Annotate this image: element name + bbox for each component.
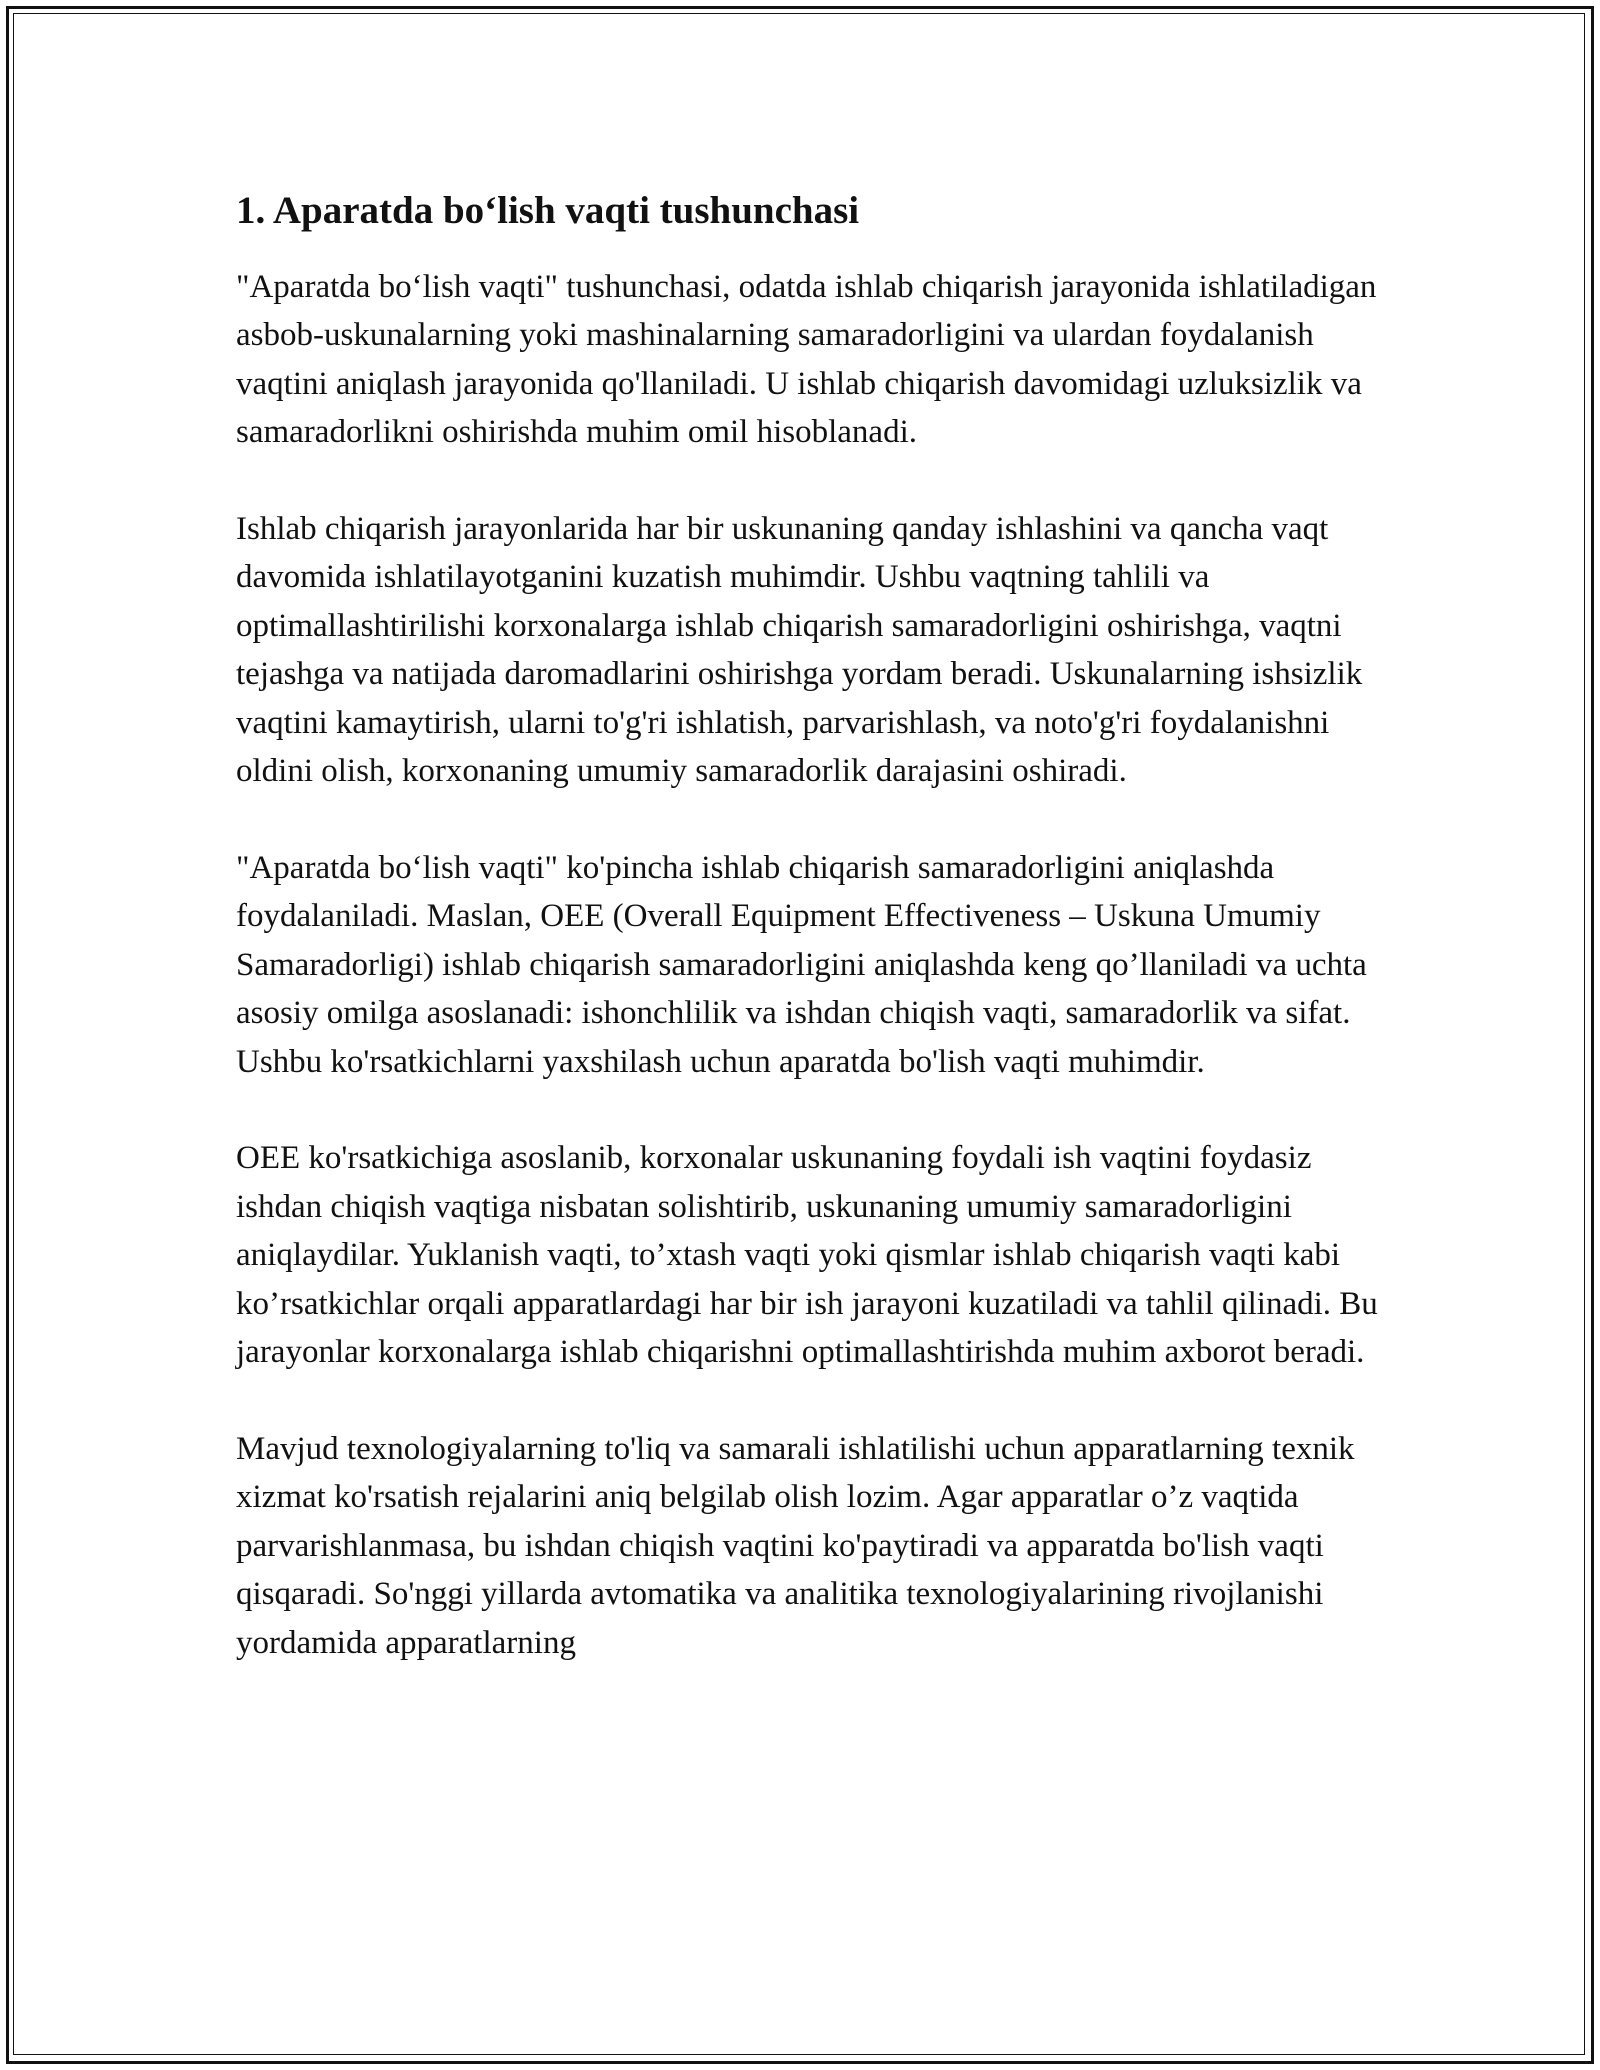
- paragraph-4: OEE ko'rsatkichiga asoslanib, korxonalar uskunaning foydali ish vaqtini foydasiz ishdan chiqish vaqtiga nisbatan solishtirib, uskunaning umumiy samaradorligini aniqlaydilar. Yuklanish vaqti, to’xtash vaqti yoki qismlar ishlab chiqarish vaqti kabi ko’rsatkichlar orqali apparatlardagi har bir ish jarayoni kuzatiladi va tahlil qilinadi. Bu jarayonlar korxonalarga ishlab chiqarishni optimallashtirishda muhim axborot beradi.: [236, 1140, 1378, 1371]
- section-heading: 1. Aparatda bo‘lish vaqti tushunchasi: [236, 189, 860, 232]
- paragraph-2: Ishlab chiqarish jarayonlarida har bir uskunaning qanday ishlashini va qancha vaqt davomida ishlatilayotganini kuzatish muhimdir. Ushbu vaqtning tahlili va optimallashtirilishi korxonalarga ishlab chiqarish samaradorligini oshirishga, vaqtni tejashga va natijada daromadlarini oshirishga yordam beradi. Uskunalarning ishsizlik vaqtini kamaytirish, ularni to'g'ri ishlatish, parvarishlash, va noto'g'ri foydalanishni oldini olish, korxonaning umumiy samaradorlik darajasini oshiradi.: [236, 510, 1363, 790]
- paragraph-5: Mavjud texnologiyalarning to'liq va samarali ishlatilishi uchun apparatlarning texnik xizmat ko'rsatish rejalarini aniq belgilab olish lozim. Agar apparatlar o’z vaqtida parvarishlanmasa, bu ishdan chiqish vaqtini ko'paytiradi va apparatda bo'lish vaqti qisqaradi. So'nggi yillarda avtomatika va analitika texnologiyalarining rivojlanishi yordamida apparatlarning: [236, 1430, 1355, 1661]
- document-body: [236, 186, 1396, 1715]
- paragraph-3: "Aparatda bo‘lish vaqti" ko'pincha ishlab chiqarish samaradorligini aniqlashda foydalaniladi. Maslan, OEE (Overall Equipment Effectiveness – Uskuna Umumiy Samaradorligi) ishlab chiqarish samaradorligini aniqlashda keng qo’llaniladi va uchta asosiy omilga asoslanadi: ishonchlilik va ishdan chiqish vaqti, samaradorlik va sifat. Ushbu ko'rsatkichlarni yaxshilash uchun aparatda bo'lish vaqti muhimdir.: [236, 849, 1367, 1080]
- paragraph-1: "Aparatda bo‘lish vaqti" tushunchasi, odatda ishlab chiqarish jarayonida ishlatiladigan asbob-uskunalarning yoki mashinalarning samaradorligini va ulardan foydalanish vaqtini aniqlash jarayonida qo'llaniladi. U ishlab chiqarish davomidagi uzluksizlik va samaradorlikni oshirishda muhim omil hisoblanadi.: [236, 268, 1377, 451]
